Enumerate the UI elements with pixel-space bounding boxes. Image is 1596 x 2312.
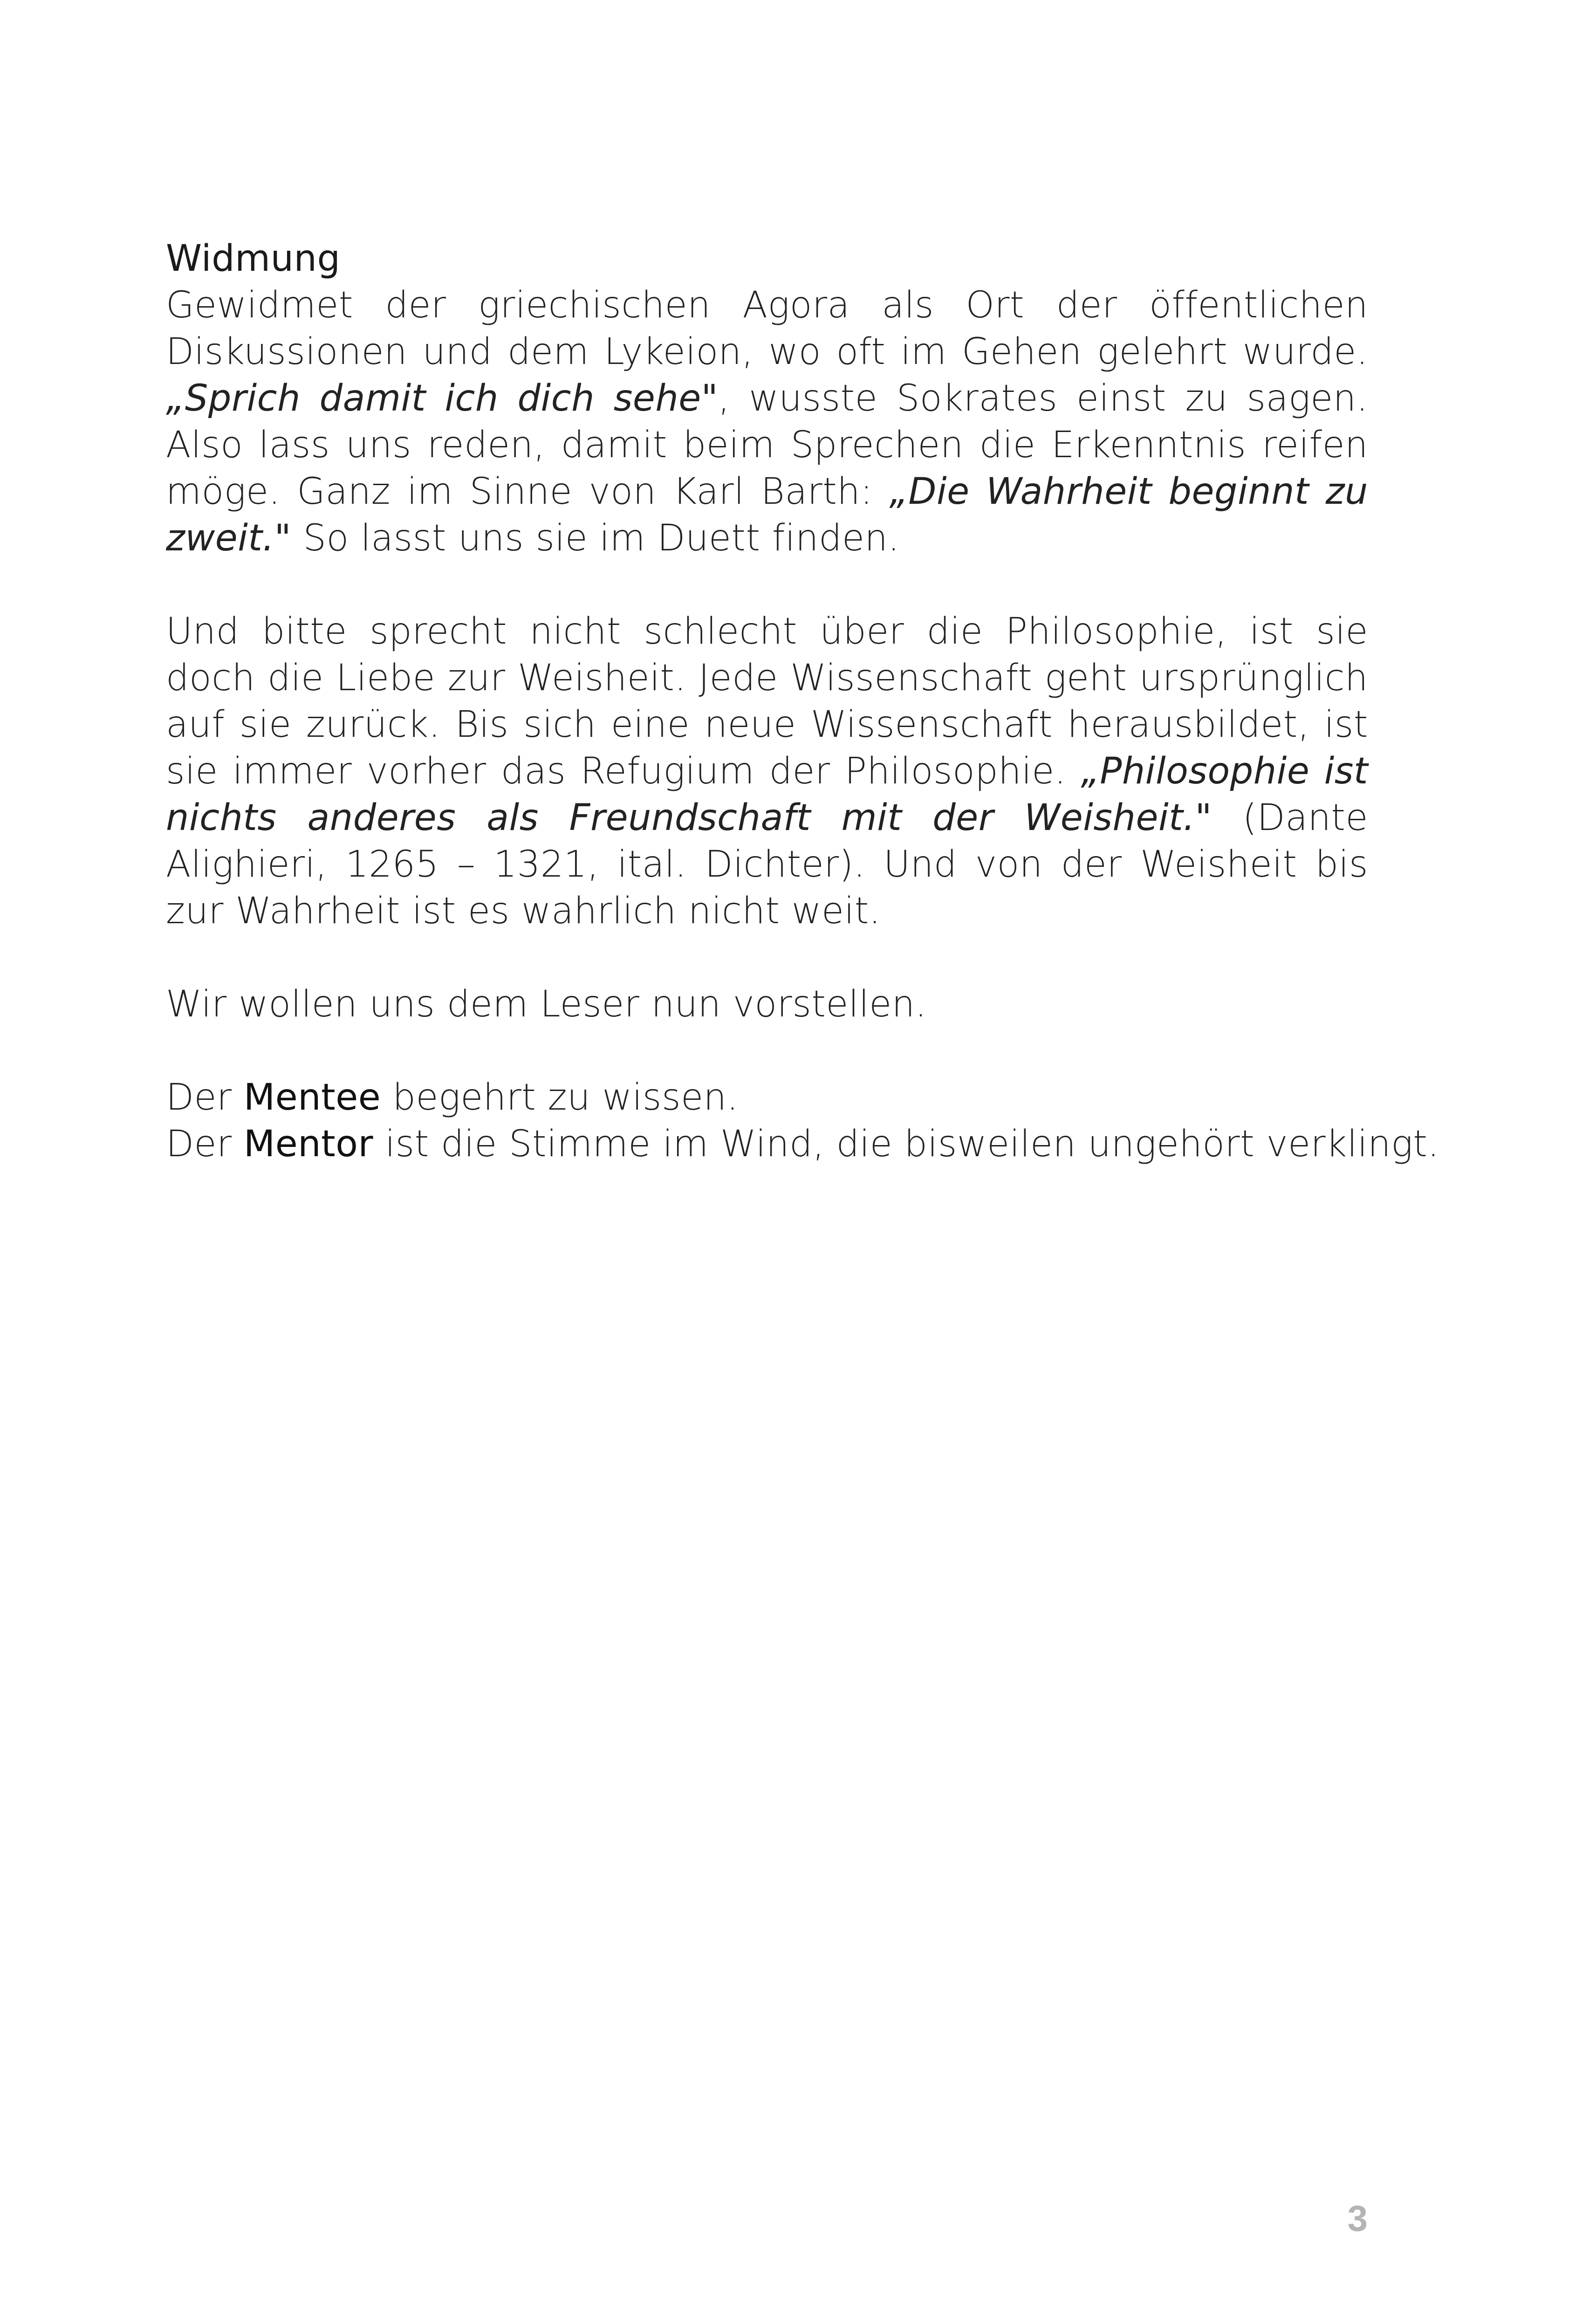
line-text: ist die Stimme im Wind, die bisweilen ungehört verklingt. — [373, 1123, 1439, 1165]
page-number: 3 — [1347, 2198, 1368, 2239]
line-prefix: Der — [166, 1077, 244, 1118]
page-content — [166, 235, 1439, 1167]
sokrates-quote: „Sprich damit ich dich sehe" — [166, 377, 719, 419]
section-heading: Widmung — [166, 238, 341, 280]
mentee-line — [166, 1074, 1368, 1121]
mentor-line — [166, 1121, 1439, 1167]
introduction-paragraph: Wir wollen uns dem Leser nun vorstellen. — [166, 983, 927, 1025]
line-text: begehrt zu wissen. — [381, 1077, 739, 1118]
paragraph-text: (Dante Alighieri, 1265 – 1321, ital. Dichter). Und von der Weisheit bis zur Wahrheit ist es wahrlich nicht weit. — [166, 797, 1369, 932]
paragraph-gap — [166, 1028, 1368, 1074]
paragraph-text: Und bitte sprecht nicht schlecht über die Philosophie, ist sie doch die Liebe zur Weisheit. Jede Wissenschaft geht ursprünglich auf sie zurück. Bis sich eine neue Wissenschaft herausbildet, ist sie immer vorher das Refugium der Philosophie. — [166, 611, 1368, 792]
barth-quote: „Die Wahrheit beginnt zu zweit." — [166, 471, 1368, 559]
dedication-paragraph — [166, 282, 1368, 562]
philosophy-paragraph — [166, 608, 1368, 934]
paragraph-text: So lasst uns sie im Duett finden. — [291, 517, 900, 559]
paragraph-text: , wusste Sokrates einst zu sagen. Also lass uns reden, damit beim Sprechen die Erkenntnis reifen möge. Ganz im Sinne von Karl Barth: — [166, 377, 1368, 513]
paragraph-text: Gewidmet der griechischen Agora als Ort der öffentlichen Diskussionen und dem Lykeion, wo oft im Gehen gelehrt wurde. — [166, 284, 1368, 373]
paragraph-gap — [166, 934, 1368, 981]
mentor-label: Mentor — [243, 1123, 374, 1165]
line-prefix: Der — [166, 1123, 244, 1165]
dante-quote: „Philosophie ist nichts anderes als Freundschaft mit der Weisheit." — [166, 750, 1368, 839]
mentee-label: Mentee — [243, 1077, 381, 1118]
paragraph-gap — [166, 562, 1368, 608]
